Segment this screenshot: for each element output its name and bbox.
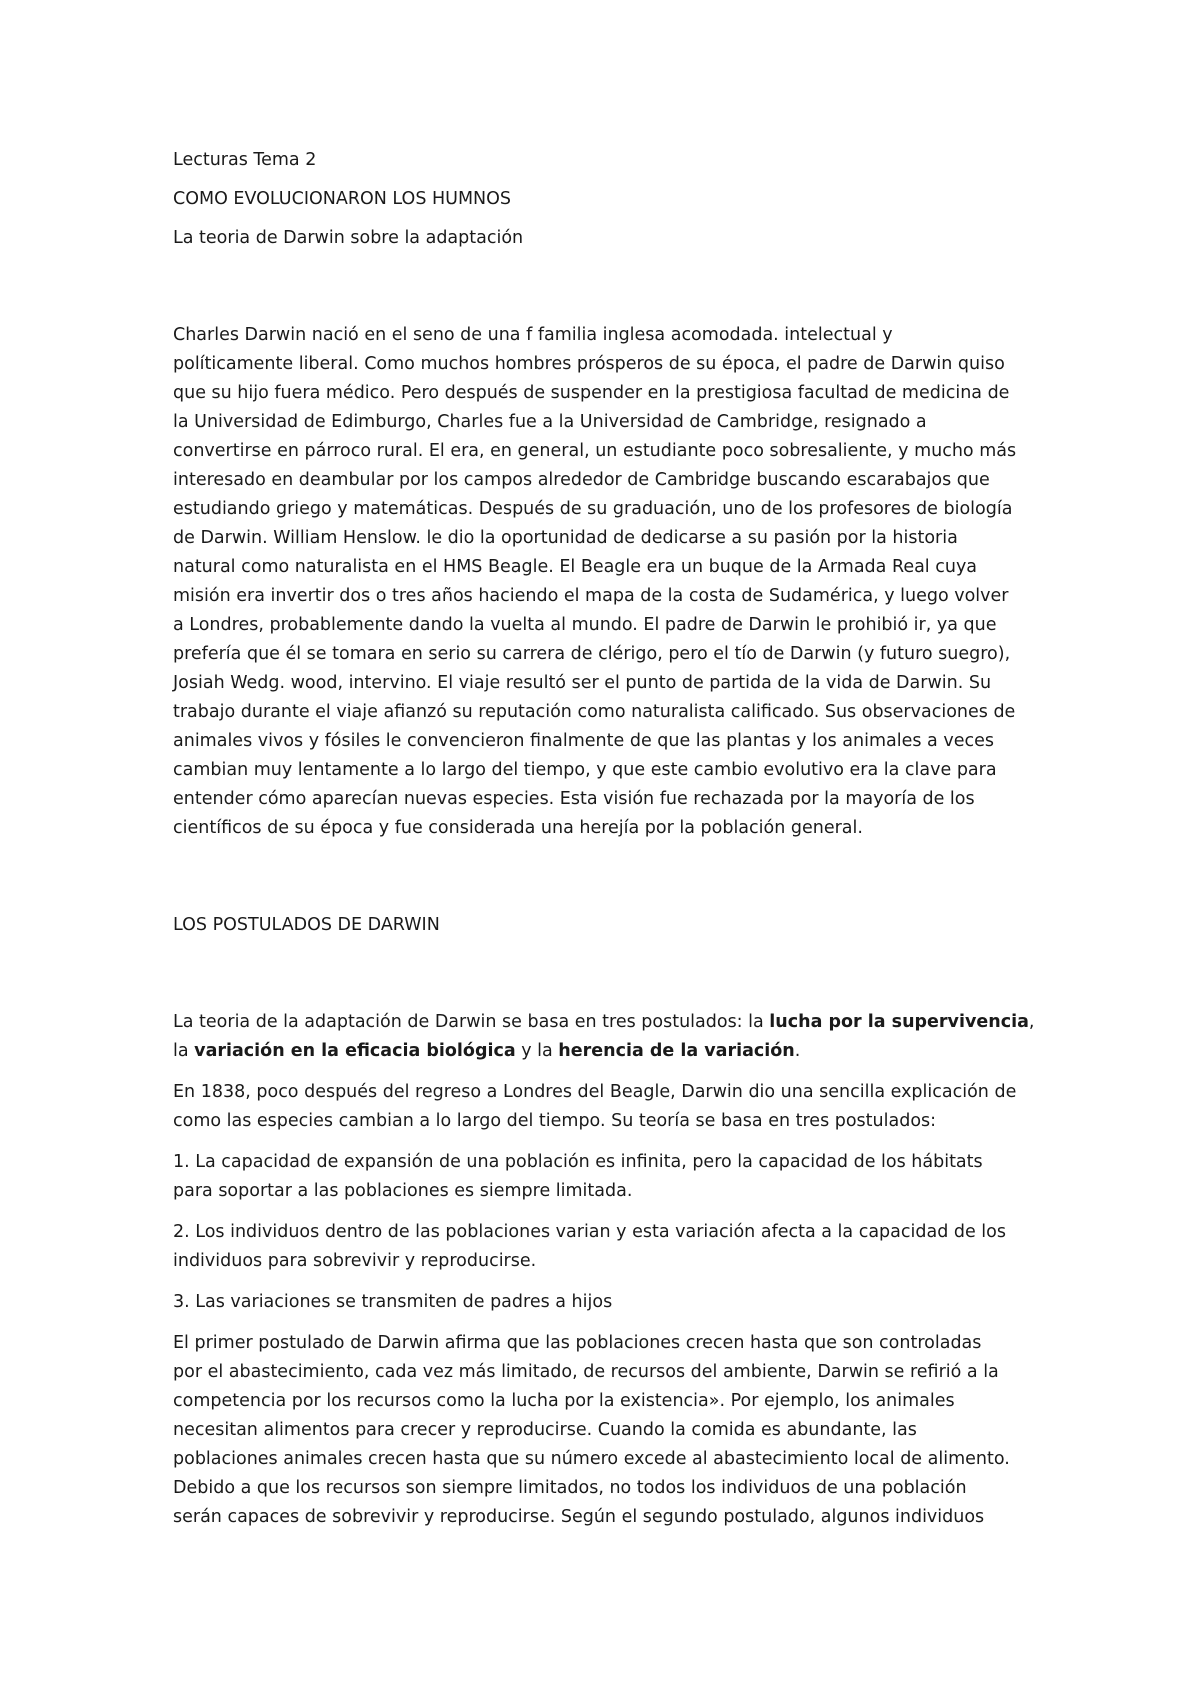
text-run: La teoria de la adaptación de Darwin se basa en tres postulados: la [173,1012,770,1032]
paragraph-line: misión era invertir dos o tres años haciendo el mapa de la costa de Sudamérica, y luego volver [173,586,1009,606]
paragraph-line: estudiando griego y matemáticas. Después de su graduación, uno de los profesores de biología [173,499,1013,519]
paragraph-line: Josiah Wedg. wood, intervino. El viaje resultó ser el punto de partida de la vida de Darwin. Su [173,673,992,693]
paragraph-line: animales vivos y fósiles le convencieron finalmente de que las plantas y los animales a veces [173,731,994,751]
paragraph-line: competencia por los recursos como la lucha por la existencia». Por ejemplo, los animales [173,1391,955,1411]
bold-term-heredity: herencia de la variación [558,1041,795,1061]
paragraph-line: interesado en deambular por los campos alrededor de Cambridge buscando escarabajos que [173,470,990,490]
list-item-line: para soportar a las poblaciones es siempre limitada. [173,1181,633,1201]
paragraph-line: Charles Darwin nació en el seno de una f familia inglesa acomodada. intelectual y [173,325,893,345]
paragraph-line: entender cómo aparecían nuevas especies. Esta visión fue rechazada por la mayoría de los [173,789,975,809]
paragraph-intro [173,321,1035,843]
paragraph-line: de Darwin. William Henslow. le dio la oportunidad de dedicarse a su pasión por la historia [173,528,958,548]
paragraph-line [173,1008,1035,1037]
paragraph-line: Debido a que los recursos son siempre limitados, no todos los individuos de una población [173,1478,967,1498]
list-item [173,1288,1035,1317]
paragraph-line [173,1037,1035,1066]
paragraph-line: prefería que él se tomara en serio su carrera de clérigo, pero el tío de Darwin (y futuro suegro), [173,644,1011,664]
paragraph-line: El primer postulado de Darwin afirma que las poblaciones crecen hasta que son controladas [173,1333,982,1353]
paragraph-line: como las especies cambian a lo largo del tiempo. Su teoría se basa en tres postulados: [173,1111,937,1131]
section-heading: LOS POSTULADOS DE DARWIN [173,915,440,935]
paragraph-line: En 1838, poco después del regreso a Londres del Beagle, Darwin dio una sencilla explicación de [173,1082,1017,1102]
text-run: y la [515,1041,559,1061]
paragraph-line: necesitan alimentos para crecer y reproducirse. Cuando la comida es abundante, las [173,1420,917,1440]
paragraph-line: políticamente liberal. Como muchos hombres prósperos de su época, el padre de Darwin quiso [173,354,1005,374]
paragraph-line: por el abastecimiento, cada vez más limitado, de recursos del ambiente, Darwin se refirió a la [173,1362,999,1382]
document-header: Lecturas Tema 2 [173,150,317,170]
list-item-line: individuos para sobrevivir y reproducirse. [173,1251,537,1271]
list-item [173,1218,1035,1276]
list-item-line: 2. Los individuos dentro de las poblaciones varian y esta variación afecta a la capacidad de los [173,1222,1006,1242]
text-run: . [794,1041,801,1061]
bold-term-variation: variación en la eficacia biológica [194,1041,516,1061]
paragraph-line: científicos de su época y fue considerada una herejía por la población general. [173,818,863,838]
paragraph-line: poblaciones animales crecen hasta que su número excede al abastecimiento local de alimento. [173,1449,1010,1469]
paragraph-first-postulate [173,1329,1035,1532]
text-run: la [173,1041,195,1061]
document-body [173,146,1035,1532]
paragraph-line: serán capaces de sobrevivir y reproducirse. Según el segundo postulado, algunos individuos [173,1507,985,1527]
bold-term-struggle: lucha por la supervivencia [769,1012,1029,1032]
list-item-line: 1. La capacidad de expansión de una población es infinita, pero la capacidad de los hábitats [173,1152,983,1172]
paragraph-line: cambian muy lentamente a lo largo del tiempo, y que este cambio evolutivo era la clave para [173,760,997,780]
postulates-intro [173,1008,1035,1066]
text-run: , [1028,1012,1035,1032]
document-title: COMO EVOLUCIONARON LOS HUMNOS [173,189,512,209]
list-item [173,1148,1035,1206]
paragraph-line: trabajo durante el viaje afianzó su reputación como naturalista calificado. Sus observaciones de [173,702,1016,722]
paragraph-line: convertirse en párroco rural. El era, en general, un estudiante poco sobresaliente, y mucho más [173,441,1017,461]
paragraph-line: a Londres, probablemente dando la vuelta al mundo. El padre de Darwin le prohibió ir, ya que [173,615,997,635]
document-subtitle: La teoria de Darwin sobre la adaptación [173,228,524,248]
paragraph-line: la Universidad de Edimburgo, Charles fue a la Universidad de Cambridge, resignado a [173,412,927,432]
paragraph-1838 [173,1078,1035,1136]
paragraph-line: que su hijo fuera médico. Pero después de suspender en la prestigiosa facultad de medicina de [173,383,1010,403]
paragraph-line: natural como naturalista en el HMS Beagle. El Beagle era un buque de la Armada Real cuya [173,557,978,577]
list-item-line: 3. Las variaciones se transmiten de padres a hijos [173,1292,613,1312]
